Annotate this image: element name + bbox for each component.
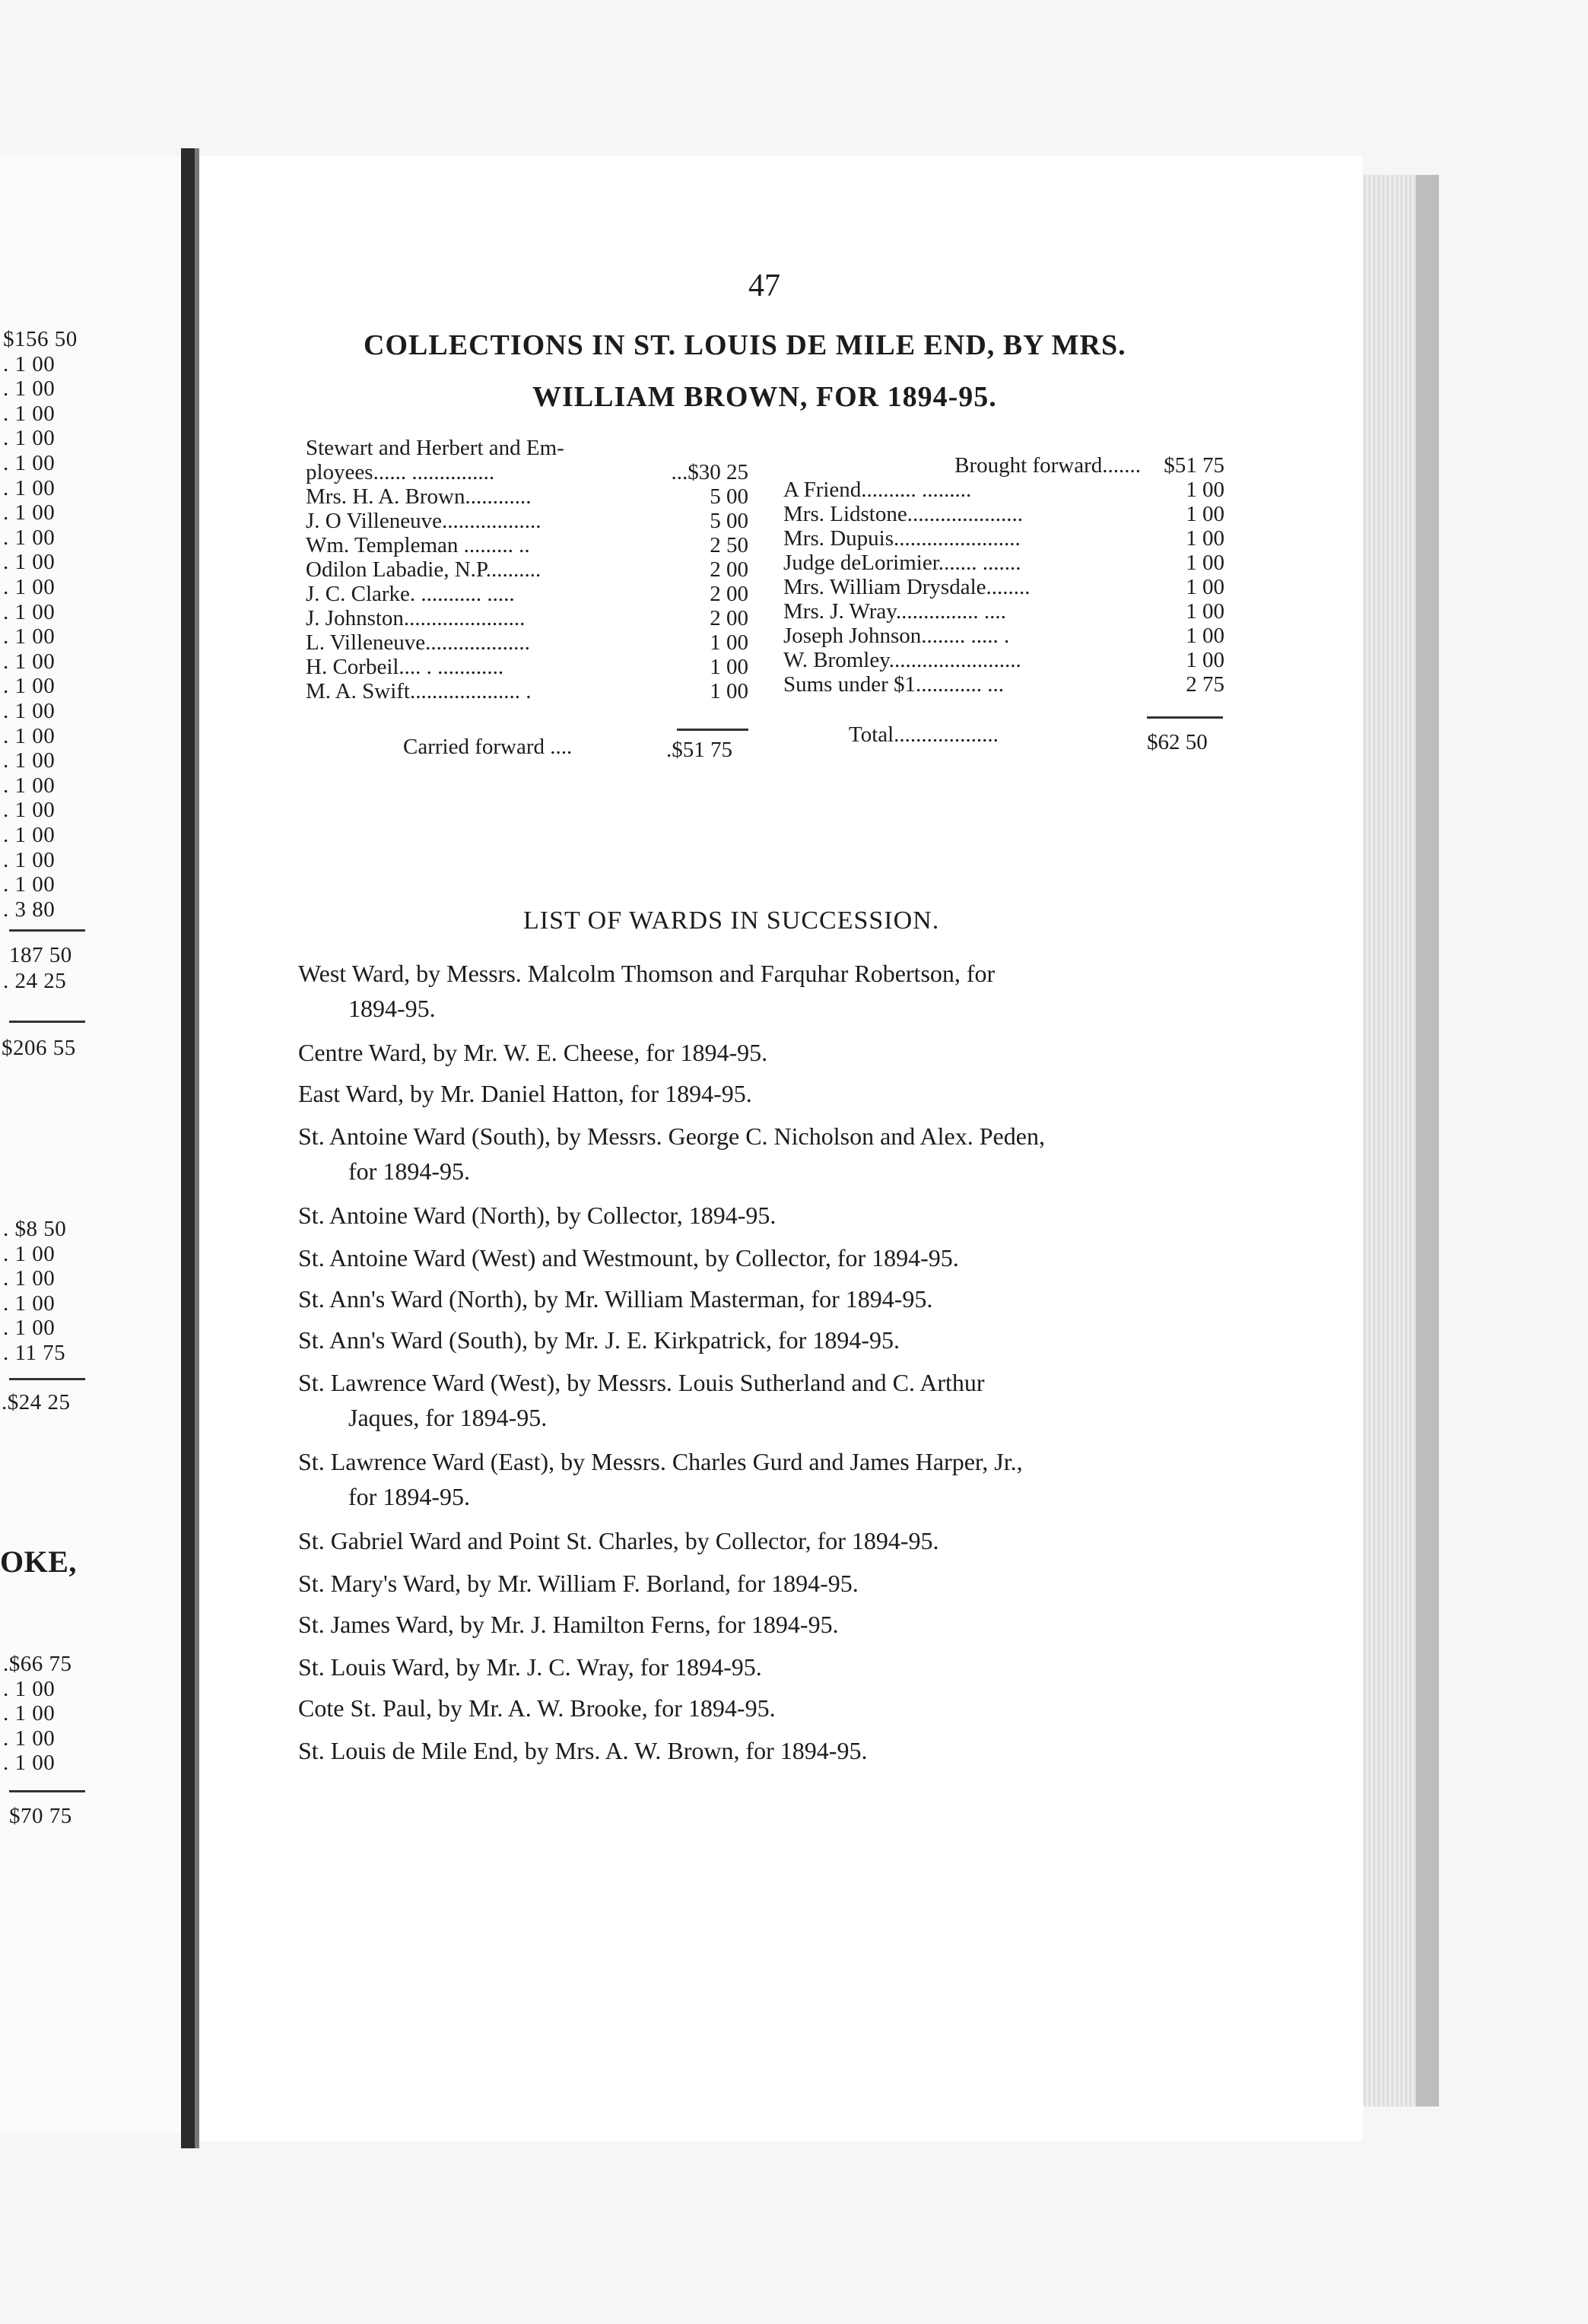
contributor-name: Sums under $1............ ...: [783, 672, 1004, 697]
ward-entry: West Ward, by Messrs. Malcolm Thomson and Farquhar Robertson, for: [298, 960, 996, 987]
left-fragment-value: . 1 00: [3, 475, 56, 500]
ward-entry: St. Antoine Ward (South), by Messrs. George C. Nicholson and Alex. Peden,: [298, 1122, 1045, 1150]
left-fragment-rule: [9, 1790, 85, 1792]
contribution-amount: 1 00: [710, 679, 748, 703]
left-fragment-value: . 1 00: [3, 1726, 56, 1751]
collection-row: [783, 672, 1224, 697]
contributor-name: Mrs. Dupuis.......................: [783, 526, 1021, 551]
left-fragment-value: . 1 00: [3, 525, 56, 550]
left-fragment-value: . 1 00: [3, 351, 56, 376]
ward-entry: for 1894-95.: [348, 1483, 470, 1510]
contributor-name: Mrs. Lidstone.....................: [783, 502, 1023, 526]
left-fragment-value: . 1 00: [3, 1751, 56, 1776]
collection-row: [306, 606, 748, 630]
ward-entry: Centre Ward, by Mr. W. E. Cheese, for 1894-95.: [298, 1039, 768, 1066]
left-fragment-value: . 1 00: [3, 624, 56, 649]
left-fragment-value: . 1 00: [3, 500, 56, 525]
left-fragment-value: . 1 00: [3, 823, 56, 847]
page-number: 47: [748, 268, 780, 303]
total-rule: [1147, 716, 1223, 719]
page-edges: [1363, 175, 1416, 2107]
contributor-name: Mrs. William Drysdale........: [783, 575, 1031, 599]
left-fragment-value: . 1 00: [3, 1291, 56, 1316]
collection-row: [306, 460, 748, 484]
contribution-amount: 5 00: [710, 484, 748, 509]
page-edges-shadow: [1416, 175, 1439, 2107]
contributor-name: Mrs. H. A. Brown............: [306, 484, 532, 509]
contribution-amount: ...$30 25: [671, 460, 748, 484]
ward-entry: St. Antoine Ward (North), by Collector, 1894-95.: [298, 1202, 777, 1229]
contribution-amount: 2 00: [710, 606, 748, 630]
contributor-name: Stewart and Herbert and Em-: [306, 436, 564, 460]
contribution-amount: 1 00: [1186, 599, 1224, 624]
left-fragment-value: . 1 00: [3, 674, 56, 699]
left-fragment-value: . 1 00: [3, 401, 56, 426]
carried-forward-amount: .$51 75: [666, 738, 732, 762]
contribution-amount: $51 75: [1164, 453, 1224, 478]
left-fragment-value: . 1 00: [3, 1316, 56, 1341]
ward-entry: 1894-95.: [348, 995, 436, 1022]
left-fragment-value: . 1 00: [3, 748, 56, 773]
collection-row: [306, 582, 748, 606]
ward-entry: Cote St. Paul, by Mr. A. W. Brooke, for 1894-95.: [298, 1694, 776, 1722]
left-fragment-value: . 3 80: [3, 897, 56, 922]
collections-right-column: [783, 453, 1224, 697]
ward-entry: St. Antoine Ward (West) and Westmount, by Collector, for 1894-95.: [298, 1244, 959, 1272]
collection-row: [783, 502, 1224, 526]
left-fragment-value: . 1 00: [3, 847, 56, 872]
left-fragment-value: . 1 00: [3, 451, 56, 475]
contribution-amount: 1 00: [1186, 478, 1224, 502]
left-fragment-value: . 1 00: [3, 1701, 56, 1726]
contributor-name: A Friend.......... .........: [783, 478, 972, 502]
left-fragment-value: . 1 00: [3, 550, 56, 575]
left-fragment-value: . 1 00: [3, 1241, 56, 1266]
collection-row: [783, 453, 1224, 478]
collection-row: [306, 533, 748, 557]
left-fragment-value: $156 50: [3, 327, 78, 351]
left-fragment-total: $206 55: [2, 1036, 76, 1060]
left-fragment-value: .$66 75: [3, 1652, 72, 1676]
contributor-name: Brought forward.......: [954, 453, 1141, 478]
collection-row: [783, 526, 1224, 551]
collection-row: [306, 655, 748, 679]
contributor-name: J. O Villeneuve..................: [306, 509, 542, 533]
contribution-amount: 2 00: [710, 582, 748, 606]
left-fragment-value: . $8 50: [3, 1217, 67, 1241]
collection-row: [783, 575, 1224, 599]
collection-row: [306, 557, 748, 582]
wards-section-title: LIST OF WARDS IN SUCCESSION.: [523, 906, 940, 935]
left-fragment-value: . 1 00: [3, 773, 56, 798]
left-fragment-value: . 1 00: [3, 872, 56, 897]
book-gutter: [181, 148, 195, 2148]
page-title: COLLECTIONS IN ST. LOUIS DE MILE END, BY MRS.: [364, 329, 1126, 361]
collection-row: [306, 679, 748, 703]
ward-entry: St. Ann's Ward (North), by Mr. William Masterman, for 1894-95.: [298, 1285, 933, 1313]
collection-row: [306, 436, 748, 460]
collection-row: [783, 551, 1224, 575]
contribution-amount: 2 75: [1186, 672, 1224, 697]
contributor-name: Odilon Labadie, N.P..........: [306, 557, 542, 582]
contributor-name: H. Corbeil.... . ............: [306, 655, 504, 679]
ward-entry: East Ward, by Mr. Daniel Hatton, for 1894-95.: [298, 1080, 752, 1107]
total-label: Total...................: [849, 722, 999, 747]
ward-entry: St. Louis de Mile End, by Mrs. A. W. Brown, for 1894-95.: [298, 1737, 868, 1764]
collection-row: [783, 648, 1224, 672]
contributor-name: W. Bromley........................: [783, 648, 1021, 672]
contributor-name: L. Villeneuve...................: [306, 630, 530, 655]
carried-forward-rule: [677, 729, 748, 731]
contributor-name: ployees...... ...............: [306, 460, 495, 484]
left-fragment-heading: OKE,: [0, 1545, 77, 1579]
left-fragment-value: . 1 00: [3, 426, 56, 451]
collection-row: [783, 478, 1224, 502]
ward-entry: St. Louis Ward, by Mr. J. C. Wray, for 1894-95.: [298, 1653, 762, 1681]
ward-entry: St. Gabriel Ward and Point St. Charles, by Collector, for 1894-95.: [298, 1527, 939, 1554]
ward-entry: for 1894-95.: [348, 1157, 470, 1185]
contribution-amount: 1 00: [1186, 502, 1224, 526]
ward-entry: St. Ann's Ward (South), by Mr. J. E. Kirkpatrick, for 1894-95.: [298, 1326, 900, 1354]
contributor-name: J. C. Clarke. ........... .....: [306, 582, 515, 606]
left-fragment-total: $70 75: [9, 1804, 72, 1828]
total-amount: $62 50: [1147, 730, 1208, 754]
page-title-line2: WILLIAM BROWN, FOR 1894-95.: [532, 381, 997, 413]
contribution-amount: 1 00: [1186, 575, 1224, 599]
left-fragment-rule: [9, 1378, 85, 1380]
collection-row: [783, 624, 1224, 648]
contributor-name: J. Johnston......................: [306, 606, 526, 630]
left-fragment-value: . 1 00: [3, 575, 56, 599]
contribution-amount: 2 50: [710, 533, 748, 557]
collection-row: [306, 509, 748, 533]
left-fragment-subtotal: 187 50: [9, 943, 72, 967]
left-fragment-value: . 1 00: [3, 1676, 56, 1701]
left-fragment-value: . 1 00: [3, 699, 56, 723]
left-fragment-value: . 1 00: [3, 376, 56, 402]
contribution-amount: 1 00: [710, 630, 748, 655]
carried-forward-label: Carried forward ....: [403, 735, 573, 759]
contributor-name: Judge deLorimier....... .......: [783, 551, 1021, 575]
contribution-amount: 1 00: [1186, 526, 1224, 551]
ward-entry: St. Lawrence Ward (West), by Messrs. Louis Sutherland and C. Arthur: [298, 1369, 985, 1396]
collection-row: [306, 484, 748, 509]
left-fragment-value: . 1 00: [3, 599, 56, 624]
ward-entry: St. Mary's Ward, by Mr. William F. Borland, for 1894-95.: [298, 1570, 859, 1597]
left-fragment-value: . 1 00: [3, 798, 56, 823]
left-fragment-total: .$24 25: [2, 1390, 71, 1414]
contribution-amount: 5 00: [710, 509, 748, 533]
left-fragment-rule: [9, 1021, 85, 1023]
ward-entry: St. Lawrence Ward (East), by Messrs. Charles Gurd and James Harper, Jr.,: [298, 1448, 1023, 1475]
left-fragment-value: . 11 75: [3, 1341, 66, 1365]
contributor-name: M. A. Swift.................... .: [306, 679, 532, 703]
contribution-amount: 1 00: [1186, 648, 1224, 672]
left-fragment-value: . 1 00: [3, 723, 56, 748]
collection-row: [783, 599, 1224, 624]
collections-left-column: [306, 436, 748, 703]
contribution-amount: 1 00: [710, 655, 748, 679]
left-fragment-rule: [9, 929, 85, 932]
left-fragment-subtotal: . 24 25: [3, 969, 67, 993]
left-fragment-value: . 1 00: [3, 1266, 56, 1291]
contribution-amount: 1 00: [1186, 551, 1224, 575]
contributor-name: Wm. Templeman ......... ..: [306, 533, 530, 557]
contributor-name: Mrs. J. Wray............... ....: [783, 599, 1006, 624]
collection-row: [306, 630, 748, 655]
ward-entry: St. James Ward, by Mr. J. Hamilton Ferns, for 1894-95.: [298, 1611, 839, 1638]
ward-entry: Jaques, for 1894-95.: [348, 1404, 548, 1431]
left-fragment-value: . 1 00: [3, 649, 56, 674]
contributor-name: Joseph Johnson........ ..... .: [783, 624, 1010, 648]
contribution-amount: 2 00: [710, 557, 748, 582]
contribution-amount: 1 00: [1186, 624, 1224, 648]
